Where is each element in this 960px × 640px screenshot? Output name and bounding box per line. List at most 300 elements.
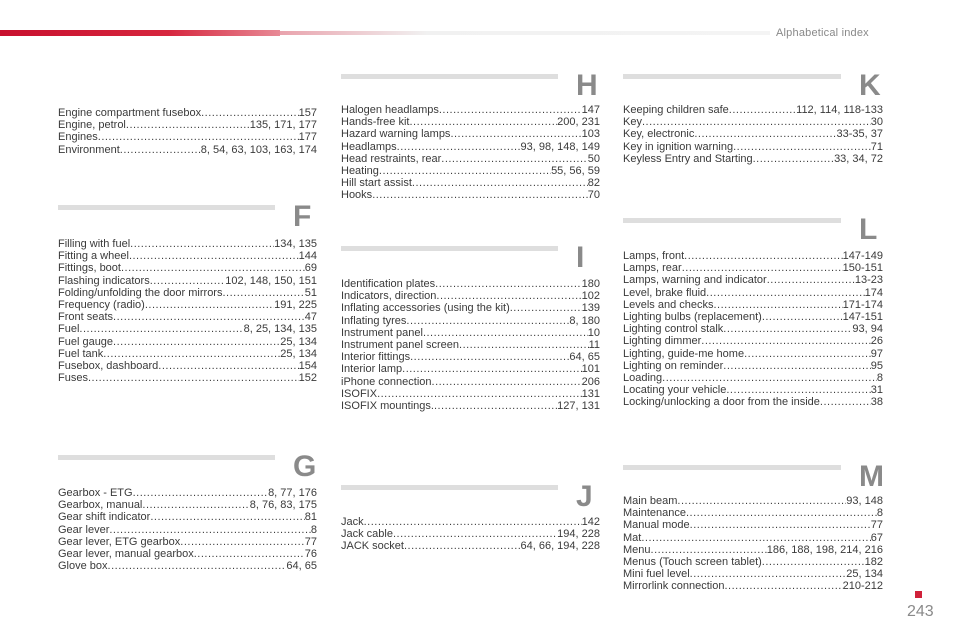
- dot-leader: [201, 107, 299, 119]
- entry-topic: Jack: [341, 516, 364, 528]
- entry-pages: 50: [587, 152, 600, 165]
- dot-leader: [150, 511, 304, 523]
- entry-topic: Levels and checks: [623, 298, 714, 311]
- entry-topic: Inflating accessories (using the kit): [341, 302, 510, 315]
- entry-pages: 147: [581, 104, 600, 116]
- dot-leader: [767, 274, 855, 286]
- entry-topic: Lamps, rear: [623, 262, 682, 275]
- dot-leader: [436, 290, 581, 302]
- entry-topic: Engine, petrol: [58, 119, 126, 132]
- dot-leader: [121, 262, 305, 274]
- dot-leader: [222, 287, 304, 299]
- index-entry[interactable]: [341, 351, 600, 363]
- index-entry[interactable]: [58, 107, 317, 119]
- entry-topic: Loading: [623, 372, 663, 384]
- index-entry[interactable]: [623, 299, 883, 311]
- index-entry[interactable]: [58, 499, 317, 511]
- section-title: Alphabetical index: [776, 27, 869, 39]
- entry-topic: Hands-free kit: [341, 116, 410, 129]
- entry-topic: Lighting on reminder: [623, 359, 724, 372]
- entry-topic: Interior lamp: [341, 363, 403, 376]
- dot-leader: [432, 376, 582, 388]
- dot-leader: [753, 153, 834, 165]
- entry-pages: 191, 225: [274, 299, 317, 311]
- entry-topic: Identification plates: [341, 278, 436, 290]
- index-entry[interactable]: [623, 580, 883, 592]
- index-entry[interactable]: [58, 131, 317, 143]
- entry-pages: 157: [298, 107, 317, 119]
- dot-leader: [158, 360, 298, 372]
- dot-leader: [642, 116, 871, 128]
- entry-topic: Fuses: [58, 372, 88, 385]
- page-marker: [915, 591, 922, 598]
- dot-leader: [459, 339, 589, 351]
- index-entry[interactable]: [58, 511, 317, 523]
- entry-pages: 206: [581, 375, 600, 388]
- index-entry[interactable]: [341, 388, 600, 400]
- index-entry[interactable]: [623, 532, 883, 544]
- section-letter: J: [576, 480, 593, 513]
- index-entry[interactable]: [341, 315, 600, 327]
- entry-pages: 13-23: [854, 274, 883, 287]
- entry-topic: Gear lever: [58, 523, 110, 536]
- entry-pages: 200, 231: [557, 116, 600, 129]
- entry-topic: Mirrorlink connection: [623, 580, 725, 593]
- entry-topic: Keyless Entry and Starting: [623, 152, 753, 165]
- dot-leader: [677, 495, 846, 507]
- index-entry[interactable]: [341, 363, 600, 375]
- entry-pages: 131: [581, 387, 600, 400]
- dot-leader: [726, 384, 870, 396]
- dot-leader: [79, 323, 243, 335]
- entry-topic: Lamps, front: [623, 250, 685, 262]
- index-entry[interactable]: [623, 311, 883, 323]
- entry-pages: 8: [310, 523, 317, 536]
- entry-pages: 25, 134: [280, 347, 317, 360]
- entry-topic: Keeping children safe: [623, 104, 729, 116]
- dot-leader: [662, 372, 877, 384]
- dot-leader: [729, 104, 796, 116]
- dot-leader: [108, 560, 287, 572]
- entry-pages: 174: [864, 286, 883, 299]
- entry-pages: 77: [870, 519, 883, 532]
- dot-leader: [694, 128, 836, 140]
- entry-pages: 102: [581, 290, 600, 303]
- entry-pages: 82: [587, 177, 600, 190]
- index-entry[interactable]: [623, 116, 883, 128]
- index-entry[interactable]: [58, 336, 317, 348]
- index-entry[interactable]: [341, 302, 600, 314]
- index-entry[interactable]: [623, 360, 883, 372]
- entry-pages: 25, 134: [280, 335, 317, 348]
- dot-leader: [406, 315, 569, 327]
- entry-pages: 171-174: [842, 298, 883, 311]
- dot-leader: [724, 580, 842, 592]
- entry-topic: Mat: [623, 531, 642, 544]
- entry-topic: Gear lever, ETG gearbox: [58, 535, 181, 548]
- entry-topic: Engines: [58, 131, 98, 144]
- entry-pages: 95: [870, 359, 883, 372]
- entry-pages: 77: [304, 535, 317, 548]
- section-letter: K: [859, 69, 881, 102]
- dot-leader: [109, 524, 311, 536]
- entry-pages: 51: [304, 286, 317, 299]
- section-letter: G: [293, 450, 317, 483]
- index-entry[interactable]: [341, 376, 600, 388]
- entry-topic: Hazard warning lamps: [341, 128, 451, 141]
- dot-leader: [377, 388, 582, 400]
- entry-pages: 210-212: [842, 580, 883, 593]
- entry-pages: 135, 171, 177: [249, 119, 317, 132]
- index-entry[interactable]: [341, 104, 600, 116]
- index-entry[interactable]: [623, 128, 883, 140]
- index-entry[interactable]: [623, 287, 883, 299]
- entry-pages: 150-151: [842, 262, 883, 275]
- entry-topic: Key: [623, 116, 642, 129]
- index-entry[interactable]: [58, 287, 317, 299]
- section-divider: [623, 465, 841, 470]
- index-entry[interactable]: [58, 560, 317, 572]
- dot-leader: [150, 275, 226, 287]
- dot-leader: [113, 336, 280, 348]
- index-entry[interactable]: [623, 556, 883, 568]
- dot-leader: [701, 335, 870, 347]
- dot-leader: [180, 536, 304, 548]
- dot-leader: [113, 311, 305, 323]
- entry-pages: 71: [870, 140, 883, 153]
- entry-pages: 55, 56, 59: [551, 165, 600, 177]
- dot-leader: [733, 141, 871, 153]
- index-entry[interactable]: [341, 116, 600, 128]
- entry-topic: Engine compartment fusebox: [58, 107, 202, 119]
- entry-pages: 139: [581, 302, 600, 315]
- index-entry[interactable]: [623, 104, 883, 116]
- entry-pages: 144: [298, 250, 317, 263]
- dot-leader: [402, 363, 582, 375]
- entry-topic: Flashing indicators: [58, 274, 150, 287]
- entry-pages: 93, 98, 148, 149: [520, 140, 600, 153]
- index-entry[interactable]: [623, 568, 883, 580]
- index-entry[interactable]: [341, 189, 600, 201]
- dot-leader: [133, 487, 268, 499]
- entry-topic: Indicators, direction: [341, 290, 437, 303]
- entry-pages: 147-149: [842, 250, 883, 262]
- entry-pages: 81: [304, 511, 317, 524]
- index-entry[interactable]: [58, 524, 317, 536]
- entry-pages: 177: [298, 131, 317, 144]
- entry-pages: 8, 25, 134, 135: [243, 323, 317, 336]
- entry-topic: Level, brake fluid: [623, 286, 707, 299]
- index-entry[interactable]: [623, 250, 883, 262]
- dot-leader: [723, 360, 870, 372]
- dot-leader: [393, 528, 557, 540]
- section-letter: M: [859, 460, 884, 493]
- dot-leader: [723, 323, 852, 335]
- entry-topic: Lighting control stalk: [623, 323, 724, 336]
- index-entry[interactable]: [341, 278, 600, 290]
- dot-leader: [88, 372, 299, 384]
- dot-leader: [103, 348, 280, 360]
- entry-topic: Halogen headlamps: [341, 104, 439, 116]
- index-entry[interactable]: [58, 275, 317, 287]
- dot-leader: [372, 189, 588, 201]
- index-entry[interactable]: [623, 372, 883, 384]
- entry-topic: iPhone connection: [341, 375, 432, 388]
- index-entry[interactable]: [58, 262, 317, 274]
- index-entry[interactable]: [58, 323, 317, 335]
- entry-pages: 31: [870, 384, 883, 397]
- index-entry[interactable]: [58, 536, 317, 548]
- index-entry[interactable]: [623, 384, 883, 396]
- entry-topic: ISOFIX: [341, 387, 378, 400]
- index-entry[interactable]: [623, 519, 883, 531]
- entry-pages: 8, 76, 83, 175: [249, 499, 317, 512]
- dot-leader: [142, 499, 249, 511]
- entry-topic: Gear shift indicator: [58, 511, 151, 524]
- index-entry[interactable]: [623, 153, 883, 165]
- index-entry[interactable]: [58, 311, 317, 323]
- dot-leader: [435, 278, 581, 290]
- dot-leader: [126, 119, 250, 131]
- section-letter: L: [859, 213, 878, 246]
- entry-pages: 142: [581, 516, 600, 528]
- entry-pages: 147-151: [842, 311, 883, 323]
- index-entry[interactable]: [341, 128, 600, 140]
- entry-pages: 8, 180: [569, 314, 600, 327]
- entry-topic: Lighting, guide-me home: [623, 347, 745, 360]
- index-entry[interactable]: [623, 262, 883, 274]
- entry-topic: Maintenance: [623, 507, 686, 520]
- entry-topic: Instrument panel screen: [341, 339, 460, 351]
- section-divider: [623, 74, 841, 79]
- entry-topic: Jack cable: [341, 528, 393, 541]
- entry-pages: 64, 65: [569, 351, 600, 364]
- dot-leader: [762, 311, 843, 323]
- entry-topic: Gearbox - ETG: [58, 487, 133, 499]
- entry-topic: Gear lever, manual gearbox: [58, 548, 194, 560]
- dot-leader: [129, 250, 299, 262]
- header-accent-bar: [0, 30, 770, 36]
- section-letter: F: [293, 200, 312, 233]
- entry-pages: 30: [870, 116, 883, 129]
- entry-topic: Menus (Touch screen tablet): [623, 556, 762, 568]
- entry-topic: Folding/unfolding the door mirrors: [58, 286, 223, 299]
- dot-leader: [98, 131, 299, 143]
- dot-leader: [510, 302, 582, 314]
- entry-pages: 69: [304, 262, 317, 275]
- dot-leader: [423, 327, 588, 339]
- dot-leader: [412, 177, 588, 189]
- dot-leader: [641, 532, 870, 544]
- dot-leader: [682, 262, 843, 274]
- entry-pages: 152: [298, 372, 317, 385]
- index-entry[interactable]: [341, 327, 600, 339]
- entry-topic: Lighting dimmer: [623, 335, 702, 348]
- header-accent-red: [0, 30, 280, 36]
- entry-topic: Head restraints, rear: [341, 152, 442, 165]
- entry-pages: 33-35, 37: [836, 128, 883, 141]
- index-entry[interactable]: [58, 144, 317, 156]
- entry-topic: Key, electronic: [623, 128, 695, 141]
- dot-leader: [404, 540, 521, 552]
- entry-pages: 93, 94: [852, 323, 883, 336]
- entry-topic: Hooks: [341, 189, 373, 202]
- index-entry[interactable]: [58, 250, 317, 262]
- entry-pages: 47: [304, 311, 317, 324]
- dot-leader: [690, 519, 871, 531]
- dot-leader: [714, 299, 843, 311]
- entry-pages: 101: [581, 363, 600, 376]
- entry-topic: Filling with fuel: [58, 238, 131, 250]
- entry-topic: Front seats: [58, 311, 114, 324]
- index-entry[interactable]: [341, 400, 600, 412]
- dot-leader: [820, 396, 871, 408]
- entry-topic: Menu: [623, 543, 651, 556]
- dot-leader: [194, 548, 305, 560]
- entry-pages: 38: [870, 396, 883, 409]
- section-letter: I: [576, 241, 585, 274]
- dot-leader: [410, 351, 569, 363]
- index-entry[interactable]: [58, 548, 317, 560]
- entry-pages: 112, 114, 118-133: [796, 104, 883, 116]
- entry-topic: Inflating tyres: [341, 314, 407, 327]
- entry-pages: 97: [870, 347, 883, 360]
- index-entry[interactable]: [58, 360, 317, 372]
- entry-topic: Fuel tank: [58, 347, 104, 360]
- index-entry[interactable]: [341, 141, 600, 153]
- entry-topic: Locating your vehicle: [623, 384, 727, 397]
- index-entry[interactable]: [341, 339, 600, 351]
- index-entry[interactable]: [341, 540, 600, 552]
- entry-pages: 8, 54, 63, 103, 163, 174: [200, 143, 317, 156]
- entry-topic: Frequency (radio): [58, 299, 145, 311]
- entry-pages: 11: [588, 339, 600, 351]
- entry-topic: Fusebox, dashboard: [58, 360, 159, 372]
- index-entry[interactable]: [623, 141, 883, 153]
- dot-leader: [120, 144, 201, 156]
- dot-leader: [690, 568, 847, 580]
- index-entry[interactable]: [58, 487, 317, 499]
- section-divider: [623, 218, 841, 223]
- dot-leader: [762, 556, 865, 568]
- index-entry[interactable]: [58, 238, 317, 250]
- entry-pages: 25, 134: [846, 568, 883, 581]
- entry-pages: 10: [587, 326, 600, 339]
- dot-leader: [651, 544, 767, 556]
- dot-leader: [450, 128, 581, 140]
- entry-topic: Fuel: [58, 323, 80, 336]
- dot-leader: [706, 287, 864, 299]
- index-entry[interactable]: [623, 323, 883, 335]
- dot-leader: [364, 516, 582, 528]
- index-entry[interactable]: [341, 153, 600, 165]
- index-entry[interactable]: [341, 516, 600, 528]
- dot-leader: [684, 250, 842, 262]
- entry-topic: Heating: [341, 165, 379, 177]
- entry-topic: Fittings, boot: [58, 262, 121, 275]
- section-divider: [341, 485, 558, 490]
- entry-topic: Fitting a wheel: [58, 250, 129, 263]
- dot-leader: [434, 400, 557, 412]
- index-entry[interactable]: [623, 335, 883, 347]
- entry-pages: 102, 148, 150, 151: [225, 274, 317, 287]
- index-entry[interactable]: [341, 290, 600, 302]
- dot-leader: [686, 507, 877, 519]
- entry-pages: 8: [876, 372, 883, 384]
- entry-topic: JACK socket: [341, 540, 404, 553]
- header-accent-fade: [280, 31, 770, 35]
- entry-topic: Main beam: [623, 495, 678, 507]
- index-entry[interactable]: [58, 119, 317, 131]
- entry-topic: Headlamps: [341, 140, 397, 153]
- entry-pages: 127, 131: [557, 400, 600, 412]
- entry-topic: Environment: [58, 143, 120, 156]
- dot-leader: [441, 153, 587, 165]
- section-divider: [341, 74, 558, 79]
- index-entry[interactable]: [623, 396, 883, 408]
- index-entry[interactable]: [623, 348, 883, 360]
- entry-topic: Locking/unlocking a door from the inside: [623, 396, 820, 409]
- entry-pages: 76: [304, 548, 317, 560]
- index-entry[interactable]: [623, 495, 883, 507]
- index-entry[interactable]: [623, 544, 883, 556]
- section-letter: H: [576, 69, 598, 102]
- entry-pages: 26: [870, 335, 883, 348]
- section-divider: [58, 455, 275, 460]
- index-entry[interactable]: [58, 348, 317, 360]
- section-divider: [58, 205, 275, 210]
- index-entry[interactable]: [58, 299, 317, 311]
- entry-topic: Mini fuel level: [623, 568, 690, 581]
- entry-pages: 194, 228: [557, 528, 600, 541]
- entry-pages: 134, 135: [274, 238, 317, 250]
- dot-leader: [409, 116, 557, 128]
- entry-topic: Interior fittings: [341, 351, 411, 364]
- entry-pages: 67: [870, 531, 883, 544]
- index-entry[interactable]: [341, 177, 600, 189]
- entry-topic: Lamps, warning and indicator: [623, 274, 767, 287]
- entry-pages: 103: [581, 128, 600, 141]
- entry-topic: Manual mode: [623, 519, 690, 532]
- entry-pages: 180: [581, 278, 600, 290]
- index-entry[interactable]: [623, 274, 883, 286]
- entry-topic: ISOFIX mountings.: [341, 400, 434, 412]
- dot-leader: [397, 141, 521, 153]
- entry-topic: Lighting bulbs (replacement): [623, 311, 762, 323]
- entry-topic: Fuel gauge: [58, 335, 114, 348]
- index-entry[interactable]: [341, 165, 600, 177]
- entry-topic: Hill start assist: [341, 177, 412, 190]
- dot-leader: [130, 238, 274, 250]
- entry-pages: 64, 65: [286, 560, 317, 573]
- dot-leader: [379, 165, 551, 177]
- entry-topic: Gearbox, manual: [58, 499, 143, 512]
- index-entry[interactable]: [58, 372, 317, 384]
- page-number: 243: [907, 603, 934, 620]
- entry-topic: Glove box: [58, 560, 108, 573]
- dot-leader: [744, 348, 871, 360]
- entry-pages: 64, 66, 194, 228: [520, 540, 600, 553]
- entry-topic: Instrument panel: [341, 326, 423, 339]
- entry-pages: 186, 188, 198, 214, 216: [766, 543, 883, 556]
- entry-pages: 182: [864, 556, 883, 568]
- dot-leader: [439, 104, 582, 116]
- entry-pages: 8: [876, 507, 883, 520]
- entry-pages: 154: [298, 360, 317, 372]
- index-entry[interactable]: [341, 528, 600, 540]
- entry-pages: 93, 148: [846, 495, 883, 507]
- index-entry[interactable]: [623, 507, 883, 519]
